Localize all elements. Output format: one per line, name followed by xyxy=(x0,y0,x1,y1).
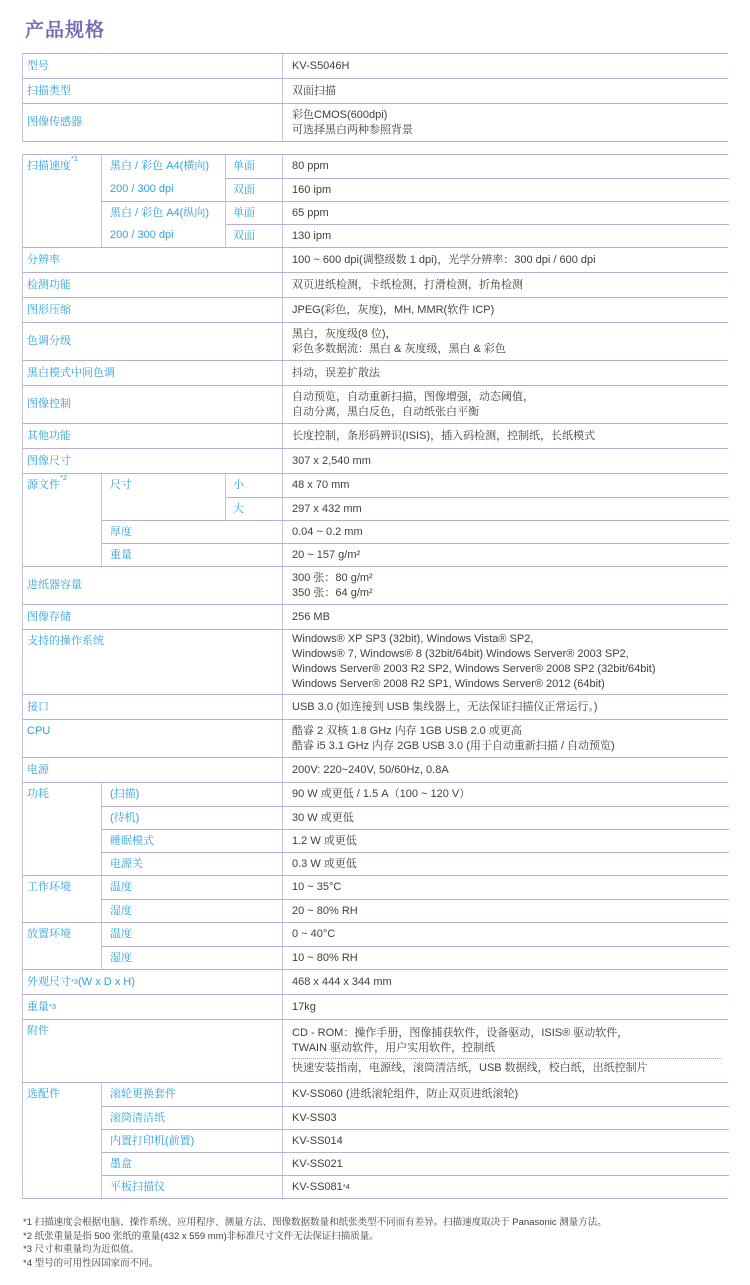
dotted-divider xyxy=(292,1058,722,1059)
value-line: Windows® XP SP3 (32bit), Windows Vista® SP2, xyxy=(292,633,534,645)
spec-value: KV-S5046H xyxy=(282,54,729,78)
spec-label: 图像传感器 xyxy=(27,116,82,128)
size-label: 小 xyxy=(225,474,282,497)
spec-value xyxy=(282,567,729,604)
spec-label: 选配件 xyxy=(27,1088,60,1100)
spec-label: 分辨率 xyxy=(27,253,60,266)
spec-row-dimensions xyxy=(22,969,728,994)
spec-value: 48 x 70 mm xyxy=(282,474,729,497)
spec-row-detection xyxy=(22,272,728,297)
spec-label: 功耗 xyxy=(27,788,49,800)
side-label: 单面 xyxy=(225,155,282,178)
side-label: 双面 xyxy=(225,178,282,201)
spec-value: 10 ~ 80% RH xyxy=(282,946,729,969)
spec-label: 扫描类型 xyxy=(27,84,71,97)
spec-row-image-size xyxy=(22,448,728,473)
spec-label: 其他功能 xyxy=(27,429,71,442)
spec-value: 130 ipm xyxy=(282,224,729,247)
spec-row-model xyxy=(22,53,728,78)
spec-label: 重量 *3 xyxy=(27,1000,57,1013)
size-label: 大 xyxy=(225,497,282,520)
spec-row-image-control xyxy=(22,385,728,423)
spec-value: 双页进纸检测，卡纸检测，打滑检测，折角检测 xyxy=(282,273,729,297)
value-line: 彩色多数据流：黑白 & 灰度级，黑白 & 彩色 xyxy=(292,342,506,355)
spec-label: 图像尺寸 xyxy=(27,454,71,467)
spec-row-resolution xyxy=(22,247,728,272)
speed-doc: 黑白 / 彩色 A4(横向) xyxy=(110,160,210,172)
spec-label: 支持的操作系统 xyxy=(27,635,104,647)
spec-value xyxy=(282,323,729,360)
value-line: 酷睿 2 双核 1.8 GHz 内存 1GB USB 2.0 或更高 xyxy=(292,724,522,737)
spec-row-cpu xyxy=(22,719,728,757)
spec-label: 电源 xyxy=(27,763,49,776)
value-line: 300 张：80 g/m² xyxy=(292,571,373,584)
spec-value: 17kg xyxy=(282,995,729,1019)
spec-label: 放置环境 xyxy=(27,928,71,940)
spec-label: 工作环境 xyxy=(27,881,71,893)
value-line: 自动分离，黑白反色，自动纸张白平衡 xyxy=(292,405,479,418)
spec-value: 200V: 220~240V, 50/60Hz, 0.8A xyxy=(282,758,729,782)
spec-label: 色调分级 xyxy=(27,335,71,347)
spec-row-source-doc xyxy=(22,473,728,566)
spec-value: JPEG(彩色，灰度)，MH, MMR(软件 ICP) xyxy=(282,298,729,322)
value-line: Windows® 7, Windows® 8 (32bit/64bit) Windows Server® 2003 SP2, xyxy=(292,648,629,660)
spec-value: 抖动，误差扩散法 xyxy=(282,361,729,385)
spec-value: 0.04 ~ 0.2 mm xyxy=(282,520,729,543)
sub-label: 重量 xyxy=(101,543,282,566)
spec-row-other-functions xyxy=(22,423,728,448)
footnote: *3 尺寸和重量均为近似值。 xyxy=(23,1244,140,1255)
spec-value: KV-SS03 xyxy=(282,1106,729,1129)
spec-value: 307 x 2,540 mm xyxy=(282,449,729,473)
sub-label: 厚度 xyxy=(101,520,282,543)
spec-value: 长度控制，条形码辨识(ISIS)，插入码检测，控制纸，长纸模式 xyxy=(282,424,729,448)
spec-value xyxy=(282,630,729,694)
spec-row-interface xyxy=(22,694,728,719)
spec-value: 297 x 432 mm xyxy=(282,497,729,520)
value-line: 快速安装指南，电源线，滚筒清洁纸，USB 数据线，校白纸，出纸控制片 xyxy=(292,1062,648,1074)
value-line: 可选择黑白两种参照背景 xyxy=(292,123,413,136)
section-gap xyxy=(22,142,728,154)
spec-row-memory xyxy=(22,604,728,629)
side-label: 单面 xyxy=(225,201,282,224)
value-line: 黑白，灰度级(8 位)， xyxy=(292,327,397,340)
sub-label: 平板扫描仪 xyxy=(101,1175,282,1198)
spec-value: 0 ~ 40°C xyxy=(282,923,729,946)
spec-label: 扫描速度 *1 xyxy=(27,155,79,172)
speed-dpi: 200 / 300 dpi xyxy=(110,183,174,195)
sub-label: 滚轮更换套件 xyxy=(101,1083,282,1106)
spec-row-os xyxy=(22,629,728,694)
spec-row-accessories xyxy=(22,1019,728,1082)
sub-label: 尺寸 xyxy=(101,474,225,520)
spec-label: 型号 xyxy=(27,59,49,72)
spec-value: 160 ipm xyxy=(282,178,729,201)
spec-row-compression xyxy=(22,297,728,322)
spec-value: 10 ~ 35°C xyxy=(282,876,729,899)
footnote: *4 型号的可用性因国家而不同。 xyxy=(23,1257,159,1269)
spec-label: 图像存储 xyxy=(27,610,71,623)
side-label: 双面 xyxy=(225,224,282,247)
spec-row-power xyxy=(22,757,728,782)
spec-row-operating-env xyxy=(22,875,728,922)
speed-doc-cell xyxy=(101,201,225,247)
spec-row-scan-type xyxy=(22,78,728,103)
spec-label: 图像控制 xyxy=(27,398,71,410)
spec-value: KV-SS021 xyxy=(282,1152,729,1175)
sub-label: (扫描) xyxy=(101,783,282,806)
spec-value: 65 ppm xyxy=(282,201,729,224)
spec-row-feeder xyxy=(22,566,728,604)
sub-label: 温度 xyxy=(101,923,282,946)
value-line: 酷睿 i5 3.1 GHz 内存 2GB USB 3.0 (用于自动重新扫描 / 自动预览) xyxy=(292,739,615,752)
spec-value: 20 ~ 80% RH xyxy=(282,899,729,922)
spec-value: 30 W 或更低 xyxy=(282,806,729,829)
value-line: 自动预览，自动重新扫描，图像增强，动态阈值， xyxy=(292,390,534,403)
spec-label: 检测功能 xyxy=(27,278,71,291)
footnote: *2 纸张重量是指 500 张纸的重量(432 x 559 mm)非标准尺寸文件无法保证扫描质量。 xyxy=(23,1230,379,1242)
speed-dpi: 200 / 300 dpi xyxy=(110,229,174,242)
sub-label: 墨盒 xyxy=(101,1152,282,1175)
spec-value: 468 x 444 x 344 mm xyxy=(282,970,729,994)
spec-label: 进纸器容量 xyxy=(27,579,82,591)
spec-label: 图形压缩 xyxy=(27,303,71,316)
spec-value: 20 ~ 157 g/m² xyxy=(282,543,729,566)
sub-label: 电源关 xyxy=(101,852,282,875)
footnote: *1 扫描速度会根据电脑、操作系统、应用程序、测量方法、图像数据数量和纸张类型不同而有差异。扫描速度取决于 Panasonic 测量方法。 xyxy=(23,1217,607,1228)
spec-value: KV-SS014 xyxy=(282,1129,729,1152)
spec-row-weight xyxy=(22,994,728,1019)
spec-value xyxy=(282,386,729,423)
sub-label: 湿度 xyxy=(101,946,282,969)
sub-label: 湿度 xyxy=(101,899,282,922)
value-line: Windows Server® 2008 R2 SP1, Windows Server® 2012 (64bit) xyxy=(292,678,605,690)
spec-row-halftone xyxy=(22,360,728,385)
spec-value: 80 ppm xyxy=(282,155,729,178)
value-line: Windows Server® 2003 R2 SP2, Windows Server® 2008 SP2 (32bit/64bit) xyxy=(292,663,656,675)
spec-value: 256 MB xyxy=(282,605,729,629)
value-line: 350 张：64 g/m² xyxy=(292,586,373,599)
spec-value: KV-SS060 (进纸滚轮组件，防止双页进纸滚轮) xyxy=(282,1083,729,1106)
spec-value: 1.2 W 或更低 xyxy=(282,829,729,852)
value-line: 彩色CMOS(600dpi) xyxy=(292,108,388,121)
sub-label: 内置打印机(前置) xyxy=(101,1129,282,1152)
value-line: TWAIN 驱动软件，用户实用软件，控制纸 xyxy=(292,1042,496,1054)
speed-doc: 黑白 / 彩色 A4(纵向) xyxy=(110,206,210,219)
spec-row-options xyxy=(22,1082,728,1199)
spec-label: 源文件 *2 xyxy=(27,474,68,491)
spec-value: 100 ~ 600 dpi(调整级数 1 dpi)，光学分辨率：300 dpi / 600 dpi xyxy=(282,248,729,272)
spec-value: KV-SS081 *4 xyxy=(282,1175,729,1198)
spec-table xyxy=(22,53,728,1199)
spec-row-storage-env xyxy=(22,922,728,969)
page-title: 产品规格 xyxy=(25,20,106,41)
sub-label: 温度 xyxy=(101,876,282,899)
spec-row-consumption xyxy=(22,782,728,875)
sub-label: 睡眠模式 xyxy=(101,829,282,852)
spec-label: 外观尺寸 *3 (W x D x H) xyxy=(27,975,135,988)
spec-row-tone xyxy=(22,322,728,360)
spec-label: 附件 xyxy=(27,1025,49,1037)
spec-value: 双面扫描 xyxy=(282,79,729,103)
spec-value: 90 W 或更低 / 1.5 A（100 ~ 120 V） xyxy=(282,783,729,806)
value-line: CD - ROM：操作手册，图像捕获软件，设备驱动，ISIS® 驱动软件， xyxy=(292,1027,629,1039)
spec-value xyxy=(282,720,729,757)
spec-label: 接口 xyxy=(27,700,49,713)
sub-label: (待机) xyxy=(101,806,282,829)
footnotes xyxy=(23,1216,750,1270)
spec-value: 0.3 W 或更低 xyxy=(282,852,729,875)
speed-doc-cell xyxy=(101,155,225,201)
spec-value: USB 3.0 (如连接到 USB 集线器上，无法保证扫描仪正常运行。) xyxy=(282,695,729,719)
spec-label: CPU xyxy=(27,725,51,737)
spec-row-sensor xyxy=(22,103,728,142)
spec-label: 黑白模式中间色调 xyxy=(27,366,115,379)
spec-row-scan-speed xyxy=(22,154,728,247)
sub-label: 滚筒清洁纸 xyxy=(101,1106,282,1129)
spec-value xyxy=(282,1020,729,1082)
spec-value xyxy=(282,104,729,141)
